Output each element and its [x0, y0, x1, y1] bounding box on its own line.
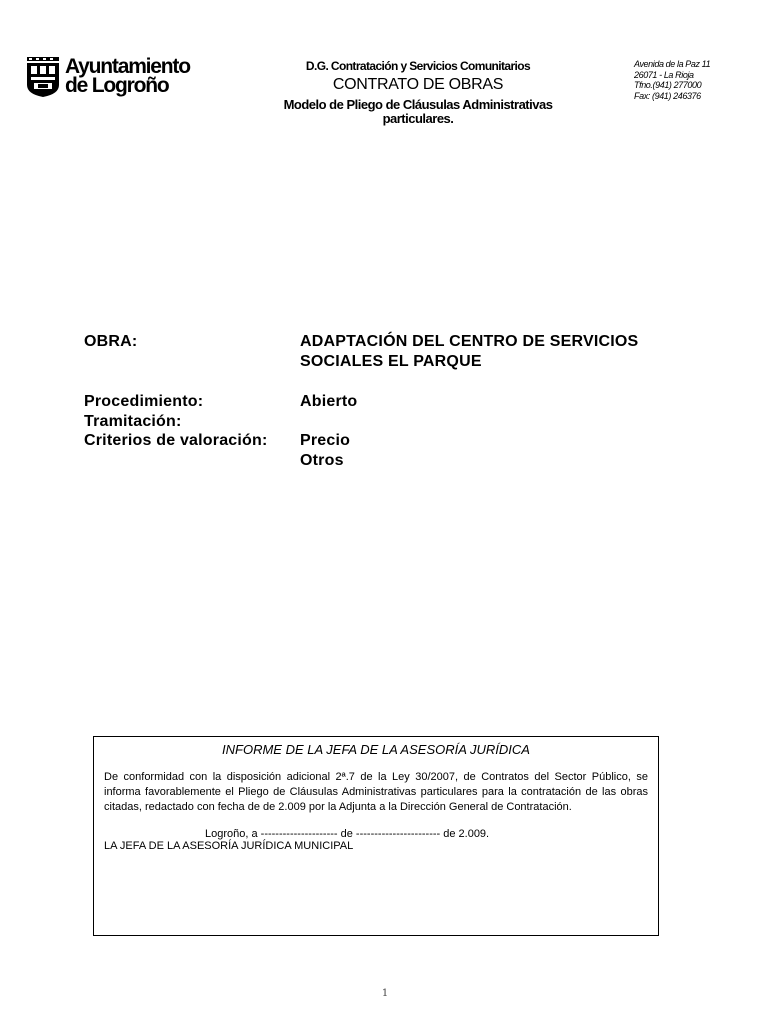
- logo-line-2: de Logroño: [65, 74, 169, 97]
- department-name: D.G. Contratación y Servicios Comunitarios: [305, 59, 531, 73]
- report-signature: LA JEFA DE LA ASESORÍA JURÍDICA MUNICIPAL: [104, 840, 354, 852]
- page-number: 1: [381, 988, 389, 999]
- document-type: CONTRATO DE OBRAS: [332, 76, 504, 93]
- criterio-precio: Precio: [300, 432, 351, 449]
- obra-value: [300, 332, 638, 372]
- coat-of-arms-icon: [26, 57, 60, 97]
- address-street: Avenida de la Paz 11: [634, 59, 711, 69]
- tramitacion-label: Tramitación:: [84, 413, 182, 430]
- logo-line-1: Ayuntamiento: [65, 55, 190, 78]
- address-block: [634, 59, 710, 101]
- document-subtitle: [258, 98, 578, 126]
- obra-value-line-1: ADAPTACIÓN DEL CENTRO DE SERVICIOS: [300, 333, 639, 350]
- logo: [26, 57, 190, 97]
- report-body: De conformidad con la disposición adicional 2ª.7 de la Ley 30/2007, de Contratos del Sector Público, se informa favorablemente el Pliego de Cláusulas Administrativas particulares para la contratación de las obras citadas, redactado con fecha de de 2.009 por la Adjunta a la Dirección General de Contratación.: [104, 771, 648, 813]
- subtitle-line-2: particulares.: [382, 111, 454, 126]
- address-phone: Tfno.(941) 277000: [634, 80, 702, 90]
- address-fax: Fax: (941) 246376: [634, 90, 701, 101]
- criterios-label: Criterios de valoración:: [84, 432, 268, 449]
- logo-text: [65, 57, 190, 95]
- report-date-line: Logroño, a --------------------- de ----------------------- de 2.009.: [205, 828, 490, 840]
- subtitle-line-1: Modelo de Pliego de Cláusulas Administrativas: [283, 97, 553, 112]
- obra-value-line-2: SOCIALES EL PARQUE: [300, 353, 482, 370]
- report-title: INFORME DE LA JEFA DE LA ASESORÍA JURÍDICA: [222, 742, 530, 757]
- criterio-otros: Otros: [300, 452, 344, 469]
- procedimiento-label: Procedimiento:: [84, 393, 204, 410]
- address-city: 26071 - La Rioja: [634, 69, 694, 80]
- legal-report-box: [93, 736, 659, 936]
- criterios-value: [300, 431, 350, 471]
- obra-label: OBRA:: [84, 333, 138, 350]
- document-header: [258, 59, 578, 126]
- procedimiento-value: Abierto: [300, 393, 358, 410]
